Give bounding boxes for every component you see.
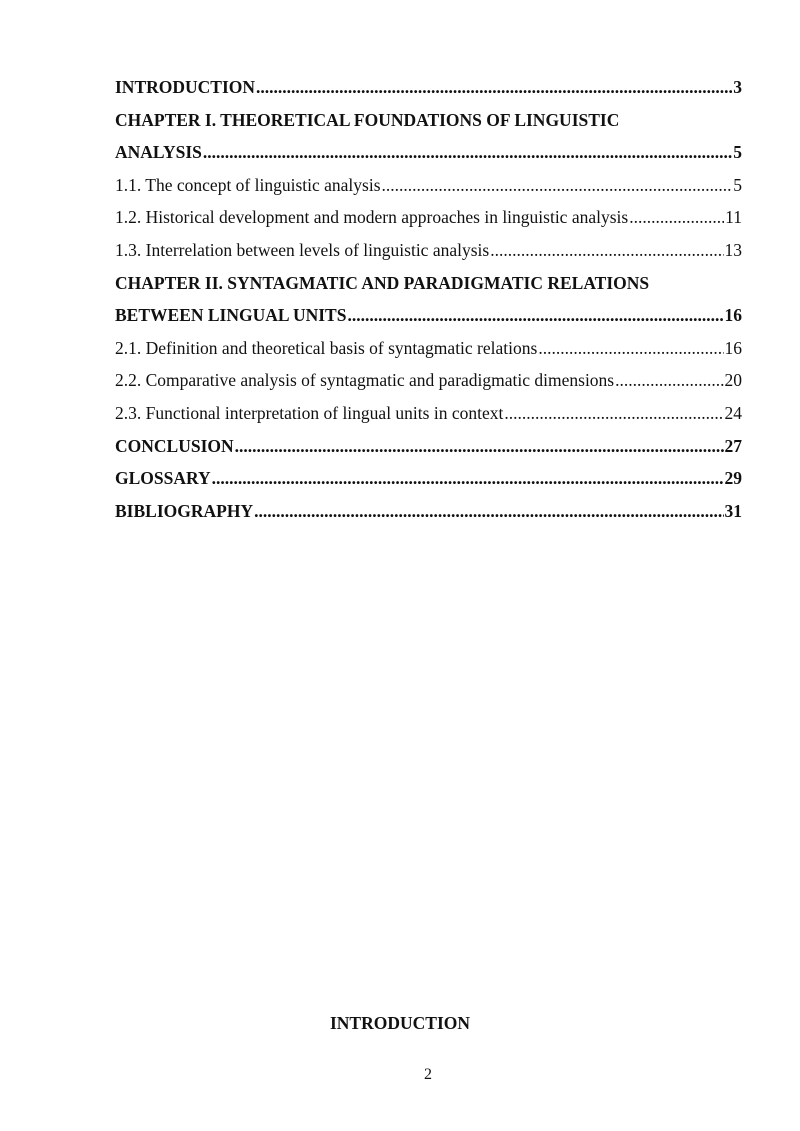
toc-leader-dots — [382, 169, 733, 202]
toc-entry-label: BIBLIOGRAPHY — [115, 500, 254, 521]
toc-entry-page: 13 — [724, 239, 742, 260]
toc-entry-chapter2-line2[interactable] — [115, 299, 742, 332]
toc-entry-page: 24 — [724, 402, 742, 423]
toc-entry-label: 1.1. The concept of linguistic analysis — [115, 174, 381, 195]
toc-entry-conclusion[interactable] — [115, 430, 742, 463]
toc-leader-dots — [615, 364, 723, 397]
toc-leader-dots — [235, 430, 724, 463]
section-heading: INTRODUCTION — [329, 1013, 471, 1033]
toc-entry-1-3[interactable] — [115, 234, 742, 267]
toc-entry-label: GLOSSARY — [115, 468, 211, 489]
toc-entry-introduction[interactable] — [115, 71, 742, 104]
toc-entry-label: ANALYSIS — [115, 142, 202, 163]
toc-entry-chapter2-line1[interactable] — [115, 267, 742, 300]
toc-leader-dots — [538, 332, 723, 365]
toc-entry-page: 27 — [724, 435, 742, 456]
toc-entry-label: CHAPTER I. THEORETICAL FOUNDATIONS OF LINGUISTIC — [115, 109, 620, 130]
toc-entry-page: 3 — [733, 77, 742, 97]
toc-leader-dots — [212, 462, 724, 495]
toc-leader-dots — [629, 201, 724, 234]
toc-entry-label: 2.1. Definition and theoretical basis of syntagmatic relations — [115, 337, 538, 358]
toc-entry-1-2[interactable] — [115, 201, 742, 234]
toc-leader-dots — [504, 397, 723, 430]
toc-entry-label: 2.3. Functional interpretation of lingual units in context — [115, 402, 504, 423]
toc-entry-label: INTRODUCTION — [115, 77, 256, 97]
toc-entry-1-1[interactable] — [115, 169, 742, 202]
toc-entry-label: 1.3. Interrelation between levels of linguistic analysis — [115, 239, 490, 260]
toc-leader-dots — [490, 234, 723, 267]
toc-leader-dots — [256, 71, 732, 104]
table-of-contents — [115, 71, 742, 527]
toc-entry-page: 29 — [724, 468, 742, 489]
toc-leader-dots — [203, 136, 732, 169]
toc-entry-label: CONCLUSION — [115, 435, 234, 456]
toc-entry-label: 1.2. Historical development and modern approaches in linguistic analysis — [115, 207, 629, 228]
toc-entry-glossary[interactable] — [115, 462, 742, 495]
toc-entry-2-2[interactable] — [115, 364, 742, 397]
toc-leader-dots — [254, 495, 723, 528]
toc-entry-page: 31 — [724, 500, 742, 521]
toc-entry-label: CHAPTER II. SYNTAGMATIC AND PARADIGMATIC RELATIONS — [115, 272, 650, 293]
toc-entry-page: 20 — [724, 370, 742, 391]
toc-entry-page: 5 — [733, 174, 742, 195]
toc-entry-bibliography[interactable] — [115, 495, 742, 528]
toc-leader-dots — [347, 299, 723, 332]
toc-entry-2-3[interactable] — [115, 397, 742, 430]
toc-entry-label: BETWEEN LINGUAL UNITS — [115, 305, 347, 326]
toc-entry-2-1[interactable] — [115, 332, 742, 365]
page-number: 2 — [424, 1066, 432, 1083]
toc-entry-chapter1-line1[interactable] — [115, 104, 742, 137]
toc-entry-label: 2.2. Comparative analysis of syntagmatic and paradigmatic dimensions — [115, 370, 615, 391]
toc-entry-page: 5 — [733, 142, 742, 163]
toc-entry-page: 11 — [725, 207, 742, 228]
toc-entry-page: 16 — [724, 305, 742, 326]
toc-entry-page: 16 — [724, 337, 742, 358]
toc-entry-chapter1-line2[interactable] — [115, 136, 742, 169]
